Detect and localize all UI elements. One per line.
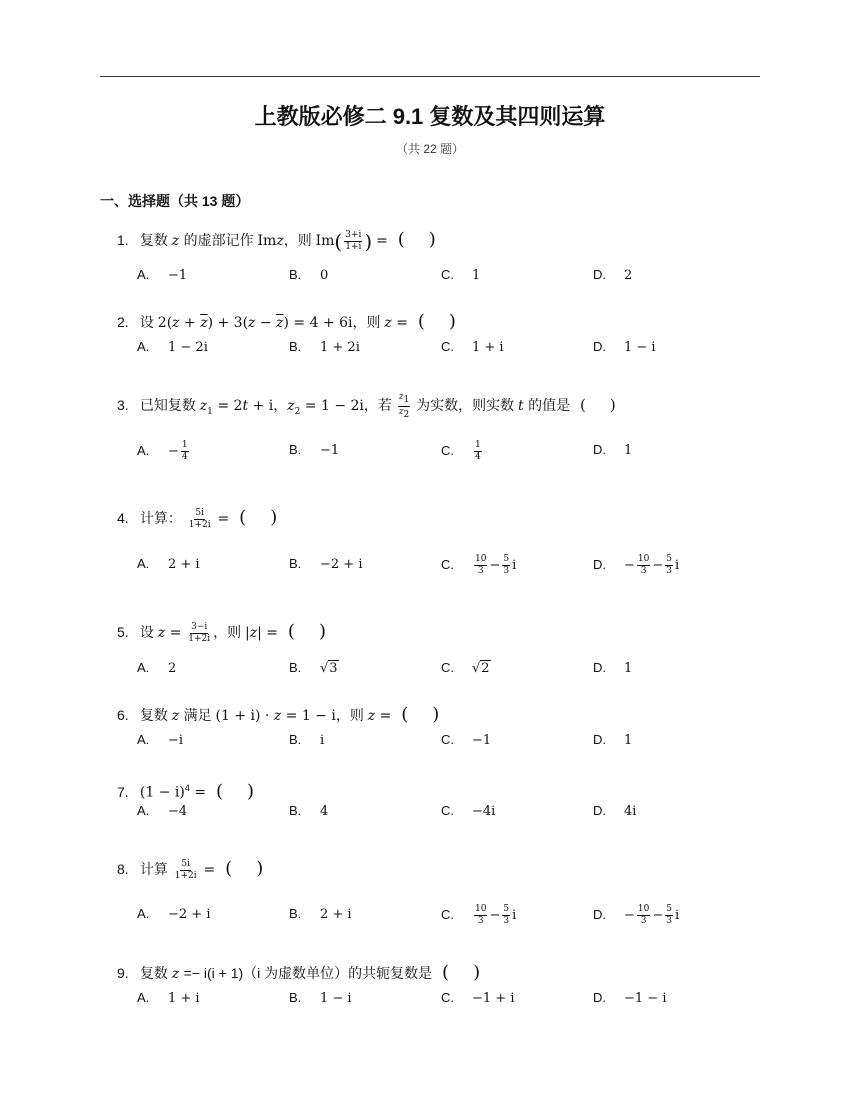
option-b[interactable]: B. 4 (289, 803, 329, 819)
question-4: 4. 计算： $\frac{5i}{1+2i}$ = ( ) (117, 507, 278, 530)
option-c[interactable]: C. $\frac{10}{3}$ − $\frac{5}{3}$ i (441, 904, 517, 926)
answer-blank: ( ) (580, 396, 616, 414)
fraction: $\frac{5i}{1+2i}$ (188, 508, 211, 530)
option-c[interactable]: C. $\frac{1}{4}$ (441, 440, 481, 462)
section-heading: 一、选择题（共 13 题） (100, 193, 250, 209)
option-b[interactable]: B. −2 + i (289, 556, 363, 572)
answer-blank: ( ) (442, 962, 481, 983)
option-b[interactable]: B. 1 − i (289, 990, 352, 1006)
question-8: 8. 计算 $\frac{5i}{1+2i}$ = ( ) (117, 858, 264, 881)
option-d[interactable]: D. 2 (593, 267, 633, 283)
question-2: 2. 设 $2(z + \overline{z}) + 3(z - \overline{z}) = 4 + 6i$，则 z = ( ) (117, 311, 456, 332)
option-d[interactable]: D. 1 (593, 732, 633, 748)
question-7: 7. $(1 - i)^4$ = ( ) (117, 780, 254, 802)
answer-blank: ( ) (397, 229, 436, 251)
header-rule (100, 76, 760, 77)
option-a[interactable]: A. −i (137, 732, 184, 748)
option-a[interactable]: A. −1 (137, 267, 188, 283)
answer-blank: ( ) (417, 311, 456, 332)
option-b[interactable]: B. 1 + 2i (289, 339, 360, 355)
option-a[interactable]: A. −2 + i (137, 906, 211, 922)
option-d[interactable]: D. 1 (593, 442, 633, 458)
page-title: 上教版必修二 9.1 复数及其四则运算 (254, 104, 606, 129)
option-d[interactable]: D. 4i (593, 803, 637, 819)
fraction: $\frac{3+i}{1+i}$ (345, 230, 362, 252)
option-d[interactable]: D. − $\frac{10}{3}$ − $\frac{5}{3}$ i (593, 904, 680, 926)
option-d[interactable]: D. − $\frac{10}{3}$ − $\frac{5}{3}$ i (593, 554, 680, 576)
option-c[interactable]: C. −1 (441, 732, 492, 748)
option-c[interactable]: C. $\frac{10}{3}$ − $\frac{5}{3}$ i (441, 554, 517, 576)
option-d[interactable]: D. 1 (593, 660, 633, 676)
answer-blank: ( ) (225, 858, 264, 880)
answer-blank: ( ) (215, 780, 254, 802)
question-6: 6. 复数 z 满足 (1 + i) · z = 1 − i，则 z = ( ) (117, 704, 440, 725)
question-9: 9. 复数 z =− i(i + 1)（i 为虚数单位）的共轭复数是 ( ) (117, 962, 481, 983)
option-a[interactable]: A. − $\frac{1}{4}$ (137, 440, 188, 462)
option-a[interactable]: A. 2 (137, 660, 177, 676)
option-a[interactable]: A. 1 − 2i (137, 339, 208, 355)
option-c[interactable]: C. 1 + i (441, 339, 504, 355)
answer-blank: ( ) (239, 507, 278, 529)
option-b[interactable]: B. √3 (289, 660, 338, 676)
option-b[interactable]: B. 2 + i (289, 906, 352, 922)
question-count: （共 22 题） (395, 142, 465, 156)
fraction: $\frac{z_1}{z_2}$ (398, 392, 410, 420)
option-d[interactable]: D. 1 − i (593, 339, 656, 355)
option-a[interactable]: A. 1 + i (137, 990, 200, 1006)
option-b[interactable]: B. −1 (289, 442, 340, 458)
option-c[interactable]: C. −4i (441, 803, 496, 819)
question-3: 3. 已知复数 $z_1 = 2t + i$，$z_2 = 1 - 2i$，若 $\frac{z_1}{z_2}$ 为实数，则实数 t 的值是 ( ) (117, 392, 616, 420)
option-d[interactable]: D. −1 − i (593, 990, 667, 1006)
answer-blank: ( ) (401, 704, 440, 725)
option-a[interactable]: A. 2 + i (137, 556, 200, 572)
option-b[interactable]: B. i (289, 732, 325, 748)
option-a[interactable]: A. −4 (137, 803, 188, 819)
option-c[interactable]: C. −1 + i (441, 990, 515, 1006)
option-c[interactable]: C. √2 (441, 660, 490, 676)
answer-blank: ( ) (287, 621, 326, 643)
fraction: $\frac{5i}{1+2i}$ (174, 859, 197, 881)
question-1: 1. 复数 z 的虚部记作 Imz，则 Im( $\frac{3+i}{1+i}$ ) = ( ) (117, 229, 436, 254)
fraction: $\frac{3-i}{1+2i}$ (188, 622, 211, 644)
question-5: 5. 设 z = $\frac{3-i}{1+2i}$ ，则 |z| = ( ) (117, 621, 326, 644)
option-b[interactable]: B. 0 (289, 267, 329, 283)
option-c[interactable]: C. 1 (441, 267, 481, 283)
